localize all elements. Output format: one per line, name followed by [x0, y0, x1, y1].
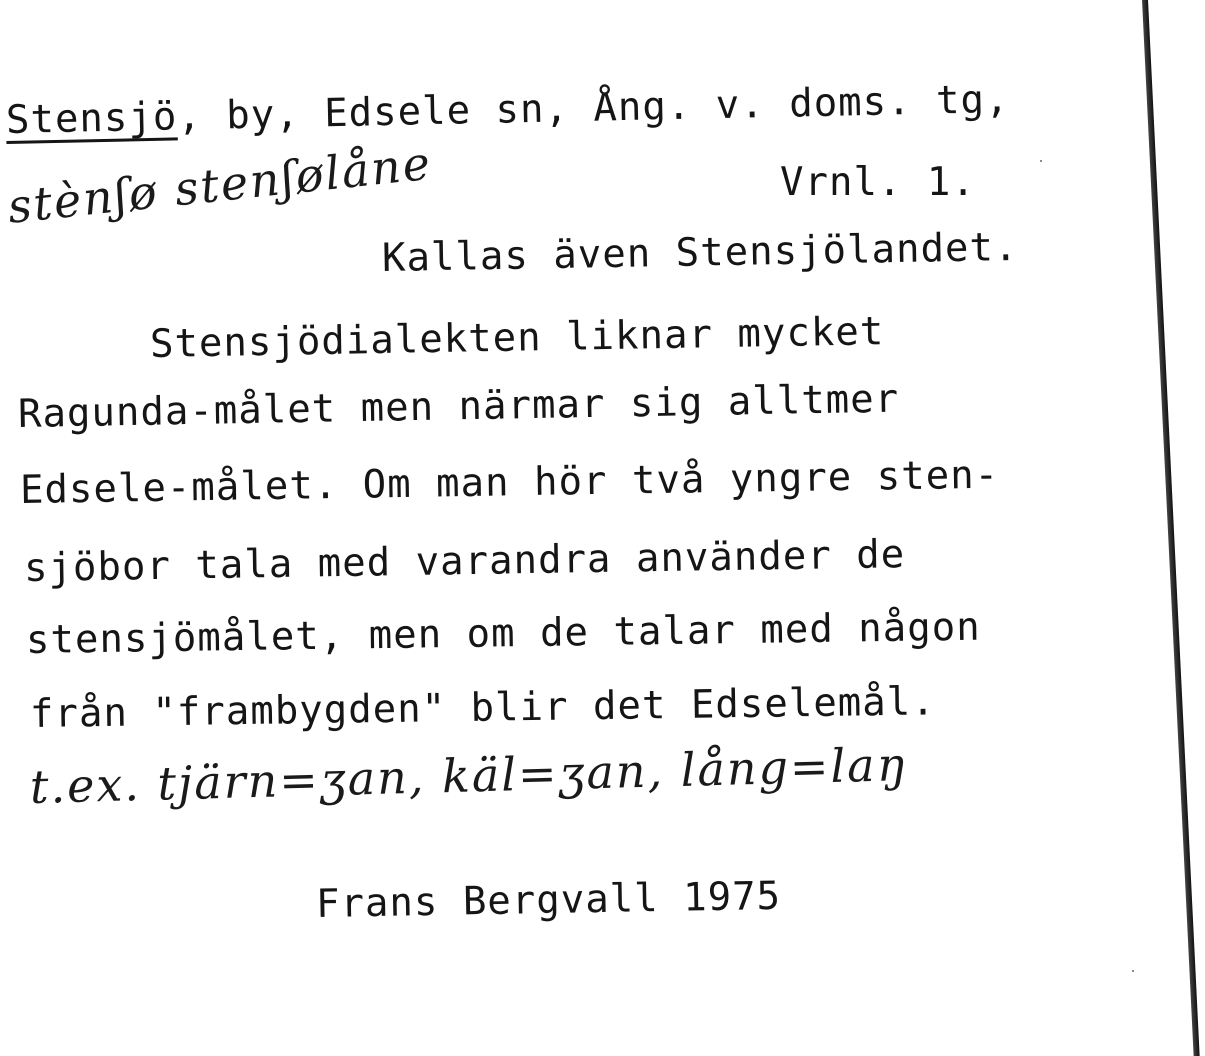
body-line: från "frambygden" blir det Edselemål.: [29, 679, 936, 737]
scan-speck: [1132, 970, 1134, 972]
heading-line: [6, 77, 1010, 143]
handwritten-pronunciation: stènʃø stenʃølåne: [5, 135, 435, 234]
body-line: Ragunda-målet men närmar sig alltmer: [17, 376, 900, 437]
body-line: sjöbor tala med varandra använder de: [23, 532, 906, 591]
handwritten-examples: t.ex. tjärn=ʒan, käl=ʒan, lång=laŋ: [29, 737, 909, 814]
heading-right: Vrnl. 1.: [780, 160, 976, 205]
body-line: Edsele-målet. Om man hör två yngre sten-: [19, 452, 1000, 513]
scan-speck: [1040, 160, 1042, 162]
card-edge-line: [1142, 0, 1200, 1056]
body-line: stensjömålet, men om de talar med någon: [25, 604, 981, 663]
heading-rest: , by, Edsele sn, Ång. v. doms. tg,: [176, 76, 1010, 140]
headword: Stensjö: [5, 94, 178, 143]
signature: Frans Bergvall 1975: [315, 873, 782, 927]
alias-line: Kallas även Stensjölandet.: [381, 224, 1019, 281]
body-line: Stensjödialekten liknar mycket: [149, 309, 885, 367]
